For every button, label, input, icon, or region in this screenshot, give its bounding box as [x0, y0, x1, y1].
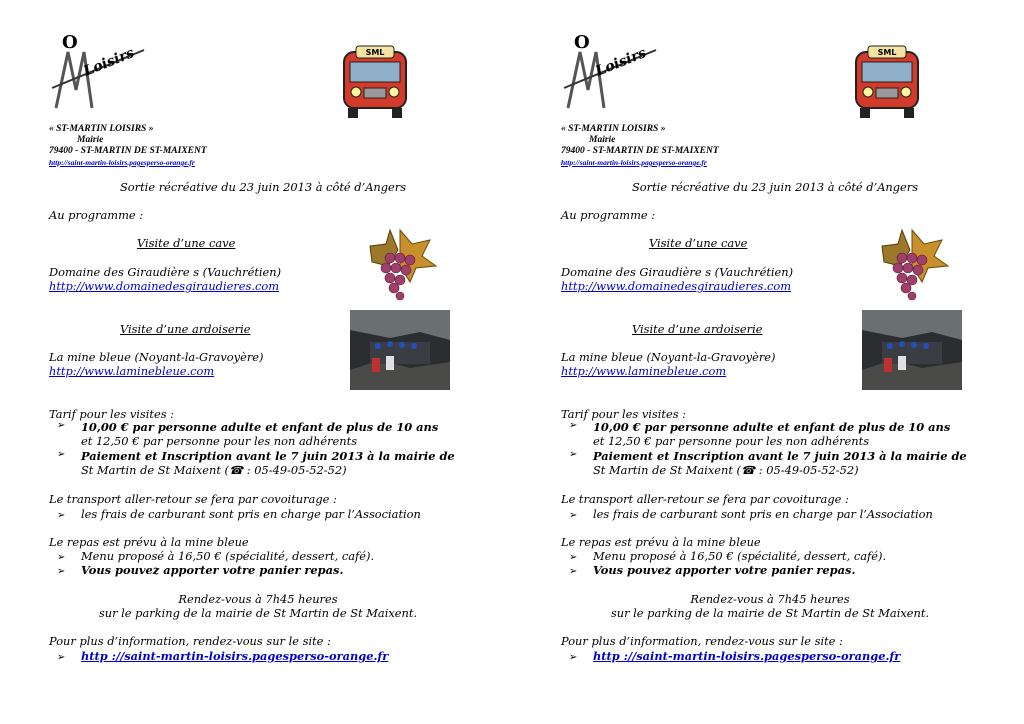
- repas-bullet-2: ➢ Vous pouvez apporter votre panier repas.: [569, 563, 856, 577]
- cave-place: Domaine des Giraudière s (Vauchrétien): [561, 265, 794, 279]
- rdv-line-1: Rendez-vous à 7h45 heures: [690, 592, 850, 606]
- arrow-bullet-icon: ➢: [57, 652, 66, 663]
- ardoiserie-heading: Visite d’une ardoiserie: [632, 322, 763, 336]
- arrow-bullet-icon: ➢: [57, 420, 66, 431]
- programme-label: Au programme :: [561, 208, 656, 222]
- tarif-heading: Tarif pour les visites :: [561, 407, 687, 421]
- rdv-line-2: sur le parking de la mairie de St Martin de St Maixent.: [610, 606, 930, 620]
- repas-bullet-1: ➢ Menu proposé à 16,50 € (spécialité, dessert, café).: [57, 549, 375, 563]
- address-block: [49, 124, 207, 169]
- org-name: « ST-MARTIN LOISIRS »: [49, 124, 154, 134]
- cave-link[interactable]: http://www.domainedesgiraudieres.com: [561, 279, 792, 293]
- cave-place: Domaine des Giraudière s (Vauchrétien): [49, 265, 282, 279]
- ardoiserie-place: La mine bleue (Noyant-la-Gravoyère): [561, 350, 776, 364]
- repas-bullet-2: ➢ Vous pouvez apporter votre panier repas.: [57, 563, 344, 577]
- svg-text:O: O: [62, 32, 78, 53]
- mairie: Mairie: [77, 135, 104, 145]
- rdv-line-1: Rendez-vous à 7h45 heures: [178, 592, 338, 606]
- city: 79400 - ST-MARTIN DE ST-MAIXENT: [561, 146, 719, 156]
- tarif-bullet-2: ➢ Paiement et Inscription avant le 7 juin 2013 à la mairie de St Martin de St Maixent (☎ : 05-49-05-52-52): [57, 449, 455, 477]
- cave-link[interactable]: http://www.domainedesgiraudieres.com: [49, 279, 280, 293]
- arrow-bullet-icon: ➢: [569, 420, 578, 431]
- arrow-bullet-icon: ➢: [57, 566, 66, 577]
- svg-text:SML: SML: [365, 48, 385, 57]
- tarif-heading: Tarif pour les visites :: [49, 407, 175, 421]
- info-bullet-1: [569, 649, 900, 663]
- transport-heading: Le transport aller-retour se fera par covoiturage :: [561, 492, 849, 506]
- mine-photo: [350, 310, 450, 390]
- arrow-bullet-icon: ➢: [57, 449, 66, 460]
- flyer-title: Sortie récréative du 23 juin 2013 à côté d’Angers: [632, 180, 919, 194]
- info-heading: Pour plus d’information, rendez-vous sur le site :: [49, 634, 331, 648]
- flyer-left: [0, 0, 480, 724]
- transport-bullet-1: ➢ les frais de carburant sont pris en charge par l’Association: [57, 507, 421, 521]
- info-bullet-1: [57, 649, 388, 663]
- mairie: Mairie: [589, 135, 616, 145]
- repas-heading: Le repas est prévu à la mine bleue: [49, 535, 249, 549]
- arrow-bullet-icon: ➢: [57, 510, 66, 521]
- transport-bullet-1: ➢ les frais de carburant sont pris en charge par l’Association: [569, 507, 933, 521]
- org-website-link[interactable]: http://saint-martin-loisirs.pagesperso-orange.fr: [561, 158, 707, 167]
- tarif-bullet-1: ➢ 10,00 € par personne adulte et enfant de plus de 10 ans et 12,50 € par personne pour les non adhérents: [569, 420, 951, 448]
- info-heading: Pour plus d’information, rendez-vous sur le site :: [561, 634, 843, 648]
- flyer-title: Sortie récréative du 23 juin 2013 à côté d’Angers: [120, 180, 407, 194]
- svg-text:O: O: [574, 32, 590, 53]
- address-block: [561, 124, 719, 169]
- st-martin-loisirs-logo: [560, 30, 660, 116]
- arrow-bullet-icon: ➢: [569, 510, 578, 521]
- rdv-line-2: sur le parking de la mairie de St Martin de St Maixent.: [98, 606, 418, 620]
- arrow-bullet-icon: ➢: [569, 652, 578, 663]
- grape-illustration: [360, 226, 438, 304]
- cave-heading: Visite d’une cave: [137, 236, 236, 250]
- st-martin-loisirs-logo: [48, 30, 148, 116]
- mine-photo: [862, 310, 962, 390]
- org-website-link[interactable]: http://saint-martin-loisirs.pagesperso-orange.fr: [49, 158, 195, 167]
- arrow-bullet-icon: ➢: [569, 552, 578, 563]
- tarif-bullet-2: ➢ Paiement et Inscription avant le 7 juin 2013 à la mairie de St Martin de St Maixent (☎ : 05-49-05-52-52): [569, 449, 967, 477]
- svg-text:Loisirs: Loisirs: [593, 45, 649, 80]
- flyer-right: [512, 0, 992, 724]
- repas-bullet-1: ➢ Menu proposé à 16,50 € (spécialité, dessert, café).: [569, 549, 887, 563]
- city: 79400 - ST-MARTIN DE ST-MAIXENT: [49, 146, 207, 156]
- arrow-bullet-icon: ➢: [569, 566, 578, 577]
- transport-heading: Le transport aller-retour se fera par covoiturage :: [49, 492, 337, 506]
- info-website-link[interactable]: http ://saint-martin-loisirs.pagesperso-orange.fr: [593, 649, 901, 663]
- programme-label: Au programme :: [49, 208, 144, 222]
- bus-illustration: [340, 44, 410, 122]
- org-name: « ST-MARTIN LOISIRS »: [561, 124, 666, 134]
- repas-heading: Le repas est prévu à la mine bleue: [561, 535, 761, 549]
- arrow-bullet-icon: ➢: [57, 552, 66, 563]
- bus-illustration: [852, 44, 922, 122]
- ardoiserie-link[interactable]: http://www.laminebleue.com: [49, 364, 215, 378]
- svg-text:SML: SML: [877, 48, 897, 57]
- arrow-bullet-icon: ➢: [569, 449, 578, 460]
- info-website-link[interactable]: http ://saint-martin-loisirs.pagesperso-orange.fr: [81, 649, 389, 663]
- ardoiserie-link[interactable]: http://www.laminebleue.com: [561, 364, 727, 378]
- svg-text:Loisirs: Loisirs: [81, 45, 137, 80]
- cave-heading: Visite d’une cave: [649, 236, 748, 250]
- ardoiserie-heading: Visite d’une ardoiserie: [120, 322, 251, 336]
- ardoiserie-place: La mine bleue (Noyant-la-Gravoyère): [49, 350, 264, 364]
- tarif-bullet-1: ➢ 10,00 € par personne adulte et enfant de plus de 10 ans et 12,50 € par personne pour les non adhérents: [57, 420, 439, 448]
- grape-illustration: [872, 226, 950, 304]
